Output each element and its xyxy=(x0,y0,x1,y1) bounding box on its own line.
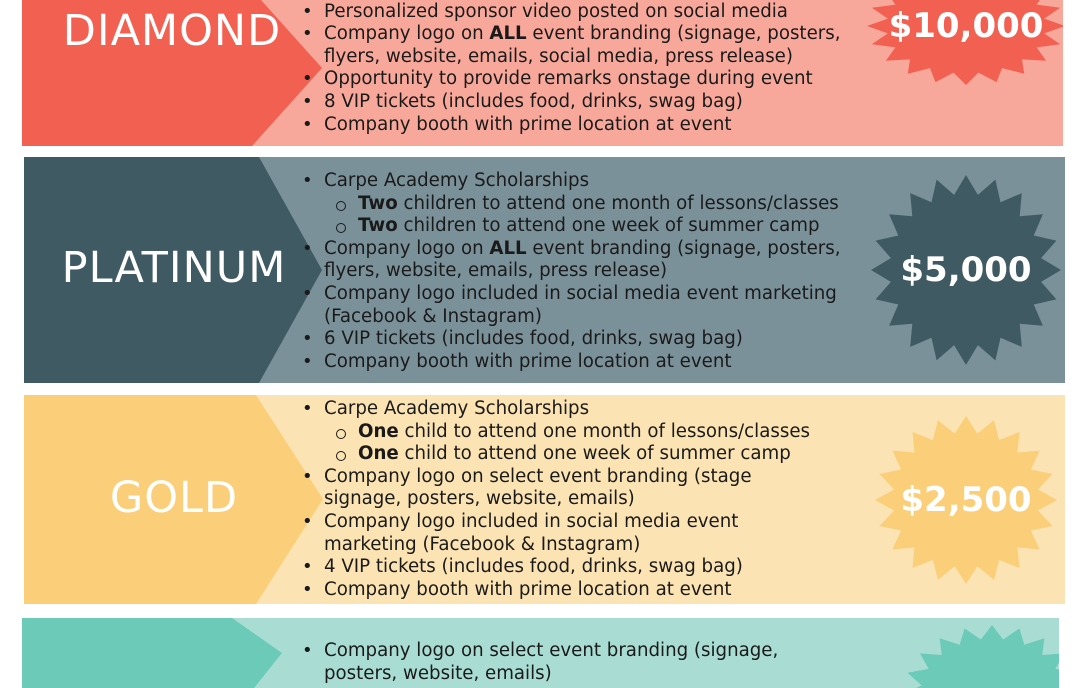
list-item: • 6 VIP tickets (includes food, drinks, swag bag) xyxy=(300,328,875,351)
price-label: $10,000 xyxy=(888,6,1044,46)
tier-platinum-benefits xyxy=(300,170,875,373)
list-item: • 8 VIP tickets (includes food, drinks, swag bag) xyxy=(300,91,860,114)
tier-diamond xyxy=(22,0,1063,146)
tier-gold-benefits xyxy=(300,398,860,601)
price-starburst xyxy=(874,415,1058,585)
list-item: Two children to attend one month of lessons/classes xyxy=(324,193,875,216)
price-label: $5,000 xyxy=(900,250,1032,290)
list-item: • Company logo included in social media event marketing (Facebook & Instagram) xyxy=(300,283,875,328)
starburst-shape xyxy=(903,625,1059,688)
list-item: One child to attend one month of lessons/classes xyxy=(324,421,860,444)
list-item: One child to attend one week of summer camp xyxy=(324,443,860,466)
list-item: • Company logo on ALL event branding (signage, posters, flyers, website, emails, social media, press release) xyxy=(300,23,860,68)
tier-platinum xyxy=(24,157,1065,383)
price-label: $2,500 xyxy=(900,480,1032,520)
list-item: • Carpe Academy Scholarships Two children to attend one month of lessons/classes Two children to attend one week of summer camp xyxy=(300,170,875,238)
tier-next-arrow xyxy=(22,618,322,688)
price-starburst xyxy=(902,624,1059,688)
list-item: • Company logo on select event branding (stage signage, posters, website, emails) xyxy=(300,466,794,511)
list-item: • Company booth with prime location at event xyxy=(300,114,860,137)
list-item: • Company logo included in social media event marketing (Facebook & Instagram) xyxy=(300,511,794,556)
price-starburst xyxy=(866,0,1063,86)
list-item: • Company booth with prime location at event xyxy=(300,579,860,602)
list-item: • Company logo on ALL event branding (signage, posters, flyers, website, emails, press release) xyxy=(300,238,875,283)
tier-next-benefits xyxy=(300,640,820,685)
list-item: • 4 VIP tickets (includes food, drinks, swag bag) xyxy=(300,556,860,579)
tier-diamond-benefits xyxy=(300,0,860,136)
tier-diamond-name: DIAMOND xyxy=(62,6,282,56)
list-item: • Company logo on select event branding (signage, posters, website, emails) xyxy=(300,640,820,685)
tier-next xyxy=(22,618,1059,688)
price-starburst xyxy=(870,174,1062,366)
list-item: • Carpe Academy Scholarships One child to attend one month of lessons/classes One child to attend one week of summer camp xyxy=(300,398,860,466)
list-item: • Company booth with prime location at event xyxy=(300,351,875,374)
tier-platinum-name: PLATINUM xyxy=(61,243,287,293)
list-item: Two children to attend one week of summer camp xyxy=(324,215,875,238)
list-item: • Personalized sponsor video posted on social media xyxy=(300,1,860,24)
list-item: • Opportunity to provide remarks onstage during event xyxy=(300,68,860,91)
tier-gold-name: GOLD xyxy=(109,473,239,523)
tier-gold xyxy=(24,395,1065,604)
